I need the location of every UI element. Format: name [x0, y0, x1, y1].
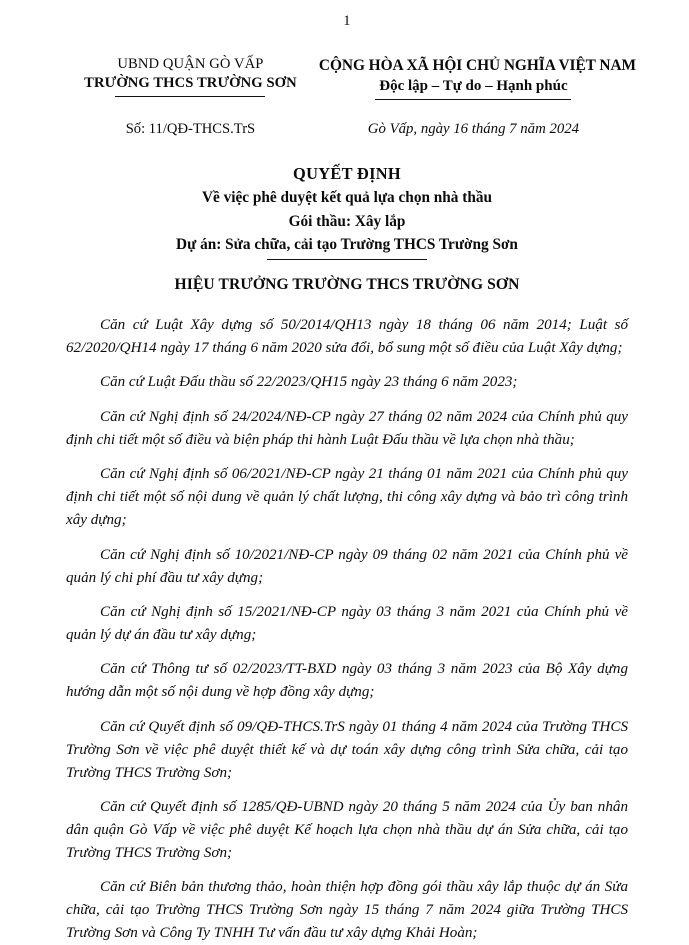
document-subject: Về việc phê duyệt kết quả lựa chọn nhà thầu [201, 189, 493, 207]
body-paragraph: Căn cứ Quyết định số 1285/QĐ-UBND ngày 20 tháng 5 năm 2024 của Ủy ban nhân dân quận Gò Vấp về việc phê duyệt Kế hoạch lựa chọn nhà thầu dự án Sửa chữa, cải tạo Trường THCS Trường Sơn; [66, 799, 628, 861]
signing-authority-title: HIỆU TRƯỞNG TRƯỜNG THCS TRƯỜNG SƠN [174, 276, 520, 294]
place-and-date: Gò Vấp, ngày 16 tháng 7 năm 2024 [367, 120, 580, 137]
title-block-rule [267, 259, 427, 260]
national-motto-rule [375, 99, 571, 100]
document-number: Số: 11/QĐ-THCS.TrS [125, 120, 256, 137]
national-title: CỘNG HÒA XÃ HỘI CHỦ NGHĨA VIỆT NAM [318, 56, 637, 74]
document-meta-row [66, 121, 628, 138]
page-number: 1 [343, 13, 351, 29]
document-header [66, 55, 637, 100]
body-paragraph: Căn cứ Nghị định số 06/2021/NĐ-CP ngày 21 tháng 01 năm 2021 của Chính phủ quy định chi tiết một số nội dung về quản lý chất lượng, thi công xây dựng và bảo trì công trình xây dựng; [66, 466, 628, 529]
body-paragraph: Căn cứ Nghị định số 24/2024/NĐ-CP ngày 27 tháng 02 năm 2024 của Chính phủ quy định chi tiết một số điều và biện pháp thi hành Luật Đấu thầu về lựa chọn nhà thầu; [66, 408, 628, 448]
project-name: Dự án: Sửa chữa, cải tạo Trường THCS Trường Sơn [176, 235, 518, 253]
document-body [66, 314, 628, 945]
document-title-block [66, 162, 628, 260]
body-paragraph: Căn cứ Biên bản thương thảo, hoàn thiện hợp đồng gói thầu xây lắp thuộc dự án Sửa chữa, cải tạo Trường THCS Trường Sơn ngày 15 tháng 7 năm 2024 giữa Trường THCS Trường Sơn và Công Ty TNHH Tư vấn đầu tư xây dựng Khải Hoàn; [66, 879, 628, 942]
body-paragraph: Căn cứ Luật Xây dựng số 50/2014/QH13 ngày 18 tháng 06 năm 2014; Luật số 62/2020/QH14 ngày 17 tháng 6 năm 2020 sửa đổi, bổ sung một số điều của Luật Xây dựng; [66, 317, 628, 357]
body-paragraph: Căn cứ Thông tư số 02/2023/TT-BXD ngày 03 tháng 3 năm 2023 của Bộ Xây dựng hướng dẫn một số nội dung về hợp đồng xây dựng; [66, 661, 628, 701]
body-paragraph: Căn cứ Luật Đấu thầu số 22/2023/QH15 ngày 23 tháng 6 năm 2023; [100, 374, 518, 391]
national-heading-block [318, 55, 637, 100]
national-motto: Độc lập – Tự do – Hạnh phúc [379, 77, 568, 94]
issuing-organization-name: TRƯỜNG THCS TRƯỜNG SƠN [84, 75, 297, 92]
body-paragraph: Căn cứ Quyết định số 09/QĐ-THCS.TrS ngày 01 tháng 4 năm 2024 của Trường THCS Trường Sơn về việc phê duyệt thiết kế và dự toán xây dựng công trình Sửa chữa, cải tạo Trường THCS Trường Sơn; [66, 718, 628, 781]
issuing-authority-name: UBND QUẬN GÒ VẤP [117, 55, 264, 72]
document-title: QUYẾT ĐỊNH [293, 163, 401, 183]
body-paragraph: Căn cứ Nghị định số 15/2021/NĐ-CP ngày 03 tháng 3 năm 2021 của Chính phủ về quản lý dự án đầu tư xây dựng; [66, 603, 628, 643]
issuing-authority-block [66, 55, 319, 97]
body-paragraph: Căn cứ Nghị định số 10/2021/NĐ-CP ngày 09 tháng 02 năm 2021 của Chính phủ về quản lý chi phí đầu tư xây dựng; [66, 546, 628, 586]
bid-package: Gói thầu: Xây lắp [288, 212, 406, 230]
issuing-authority-rule [115, 96, 265, 97]
